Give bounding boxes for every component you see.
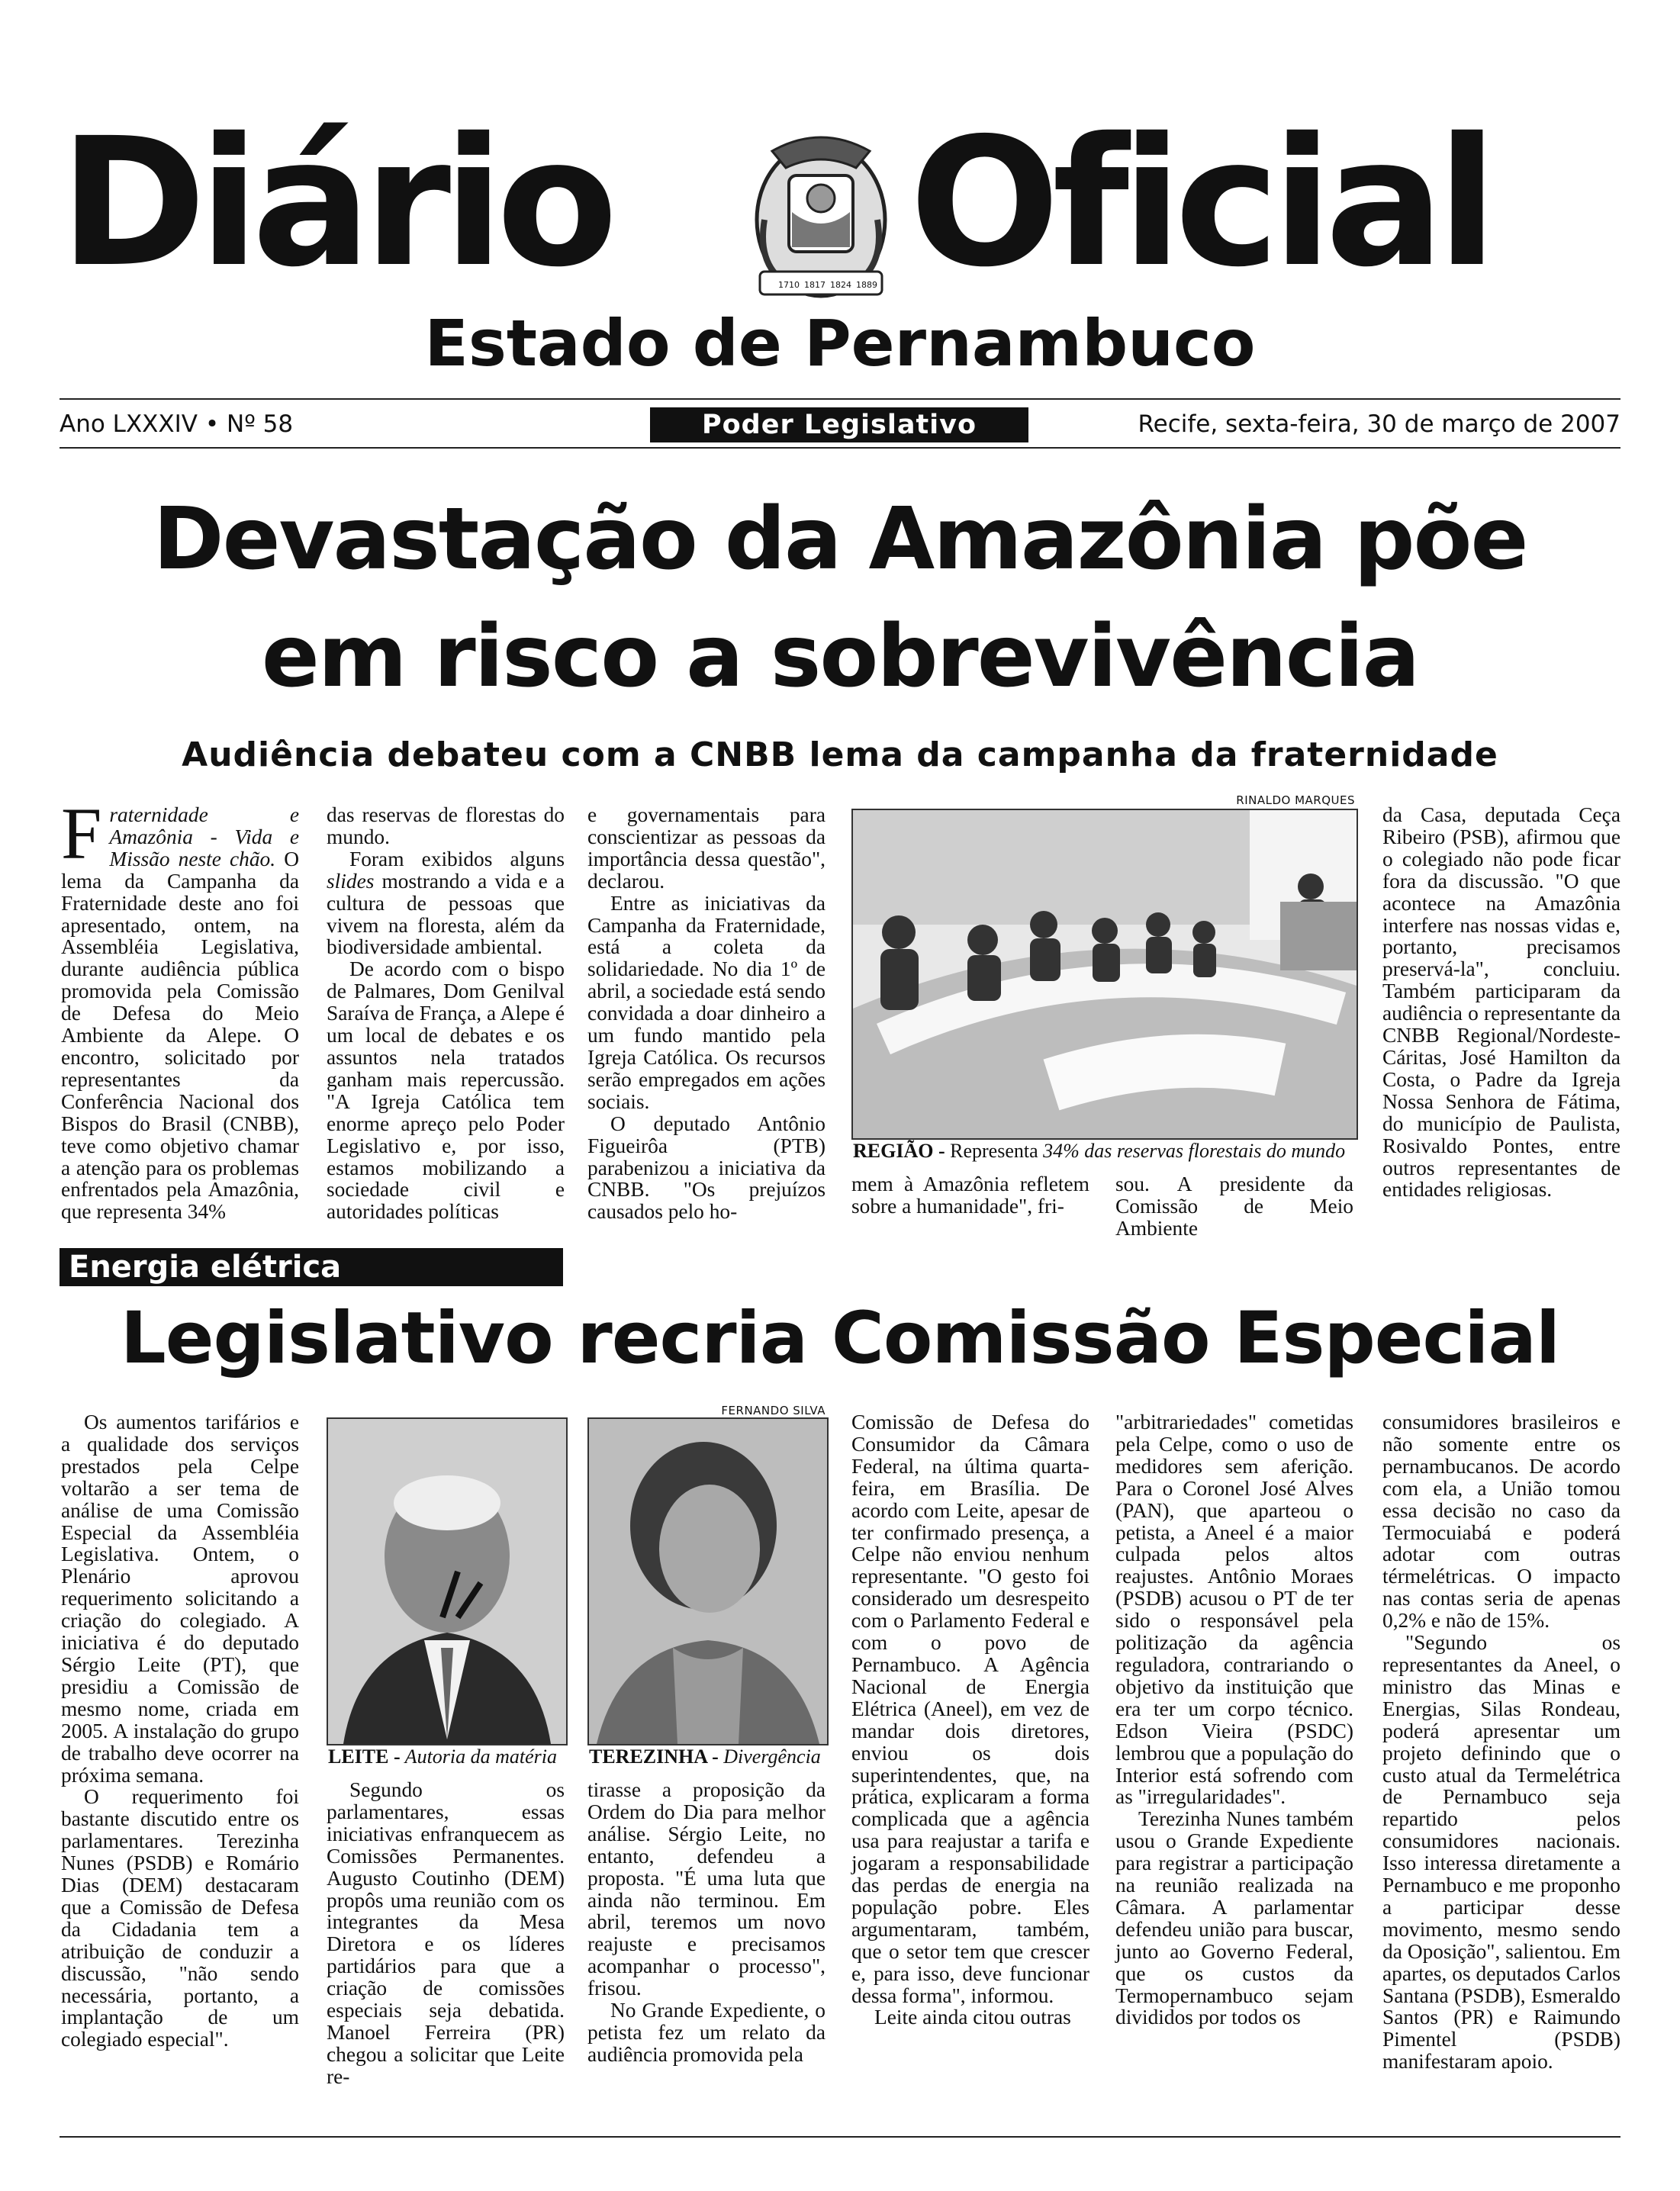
portrait-terezinha-image: [589, 1419, 827, 1744]
photo2-credit: FERNANDO SILVA: [721, 1404, 826, 1417]
story1-headline: [0, 481, 1680, 716]
story2-col1-p2: O requerimento foi bastante discutido entre os parlamentares. Terezinha Nunes (PSDB) e Romário Dias (DEM) destacaram que a Comissão de Defesa da Cidadania tem a atribuição de conduzir a discussão, "não sendo necessária, portanto, a implantação de um colegiado especial".: [61, 1785, 299, 2051]
story2-column-2: [327, 1779, 565, 2088]
story1-col2-p2a: Foram exibidos alguns: [349, 847, 565, 870]
story1-column-3: [587, 804, 826, 1223]
leite-photo: [327, 1417, 568, 1745]
campaign-motto: raternidade e Amazônia - Vida e Missão neste chão.: [109, 803, 299, 870]
masthead-rule-bottom: [60, 447, 1620, 449]
story1-column-2: [327, 804, 565, 1223]
story2-col5-p1: "arbitrariedades" cometidas pela Celpe, como o uso de medidores sem aferição. Para o Coronel José Alves (PAN), que aparteou o petista, a Aneel é a maior culpada pelos altos reajustes. Antônio Moraes (PSDB) acusou o PT de ter sido o responsável pela politização da agência reguladora, contrariando o objetivo da instituição que era ter um corpo técnico. Edson Vieira (PSDC) lembrou que a população do Interior está sofrendo com as "irregularidades".: [1115, 1411, 1353, 1809]
story1-col1-text: O lema da Campanha da Fraternidade deste ano foi apresentado, ontem, na Assembléia Legislativa, durante audiência pública promovida pela Comissão de Defesa do Meio Ambiente da Alepe. O encontro, solicitado por representantes da Conferência Nacional dos Bispos do Brasil (CNBB), teve como objetivo chamar a atenção para os problemas enfrentados pela Amazônia, que representa 34%: [61, 847, 299, 1224]
story1-headline-line1: Devastação da Amazônia põe: [153, 490, 1527, 589]
photo-caption-label: REGIÃO -: [853, 1140, 945, 1162]
story2-column-1: [61, 1411, 299, 2051]
coat-of-arms-seal: [742, 128, 900, 305]
story1-col2-p1: das reservas de florestas do mundo.: [327, 803, 565, 848]
story2-kicker: Energia elétrica: [60, 1248, 563, 1286]
seal-year-2: 1817: [804, 280, 826, 290]
leite-caption-em: Autoria da matéria: [400, 1745, 558, 1768]
story1-column-6: [1382, 804, 1620, 1201]
story2-col3-text: tirasse a proposição da Ordem do Dia para melhor análise. Sérgio Leite, no entanto, defendeu a proposta. "É uma luta que ainda não terminou. Em abril, teremos um novo reajuste e precisamos acompanhar o processo", frisou.: [587, 1778, 826, 2000]
page-bottom-rule: [60, 2136, 1620, 2138]
story2-column-4: [851, 1411, 1089, 2029]
story1-col4-text: mem à Amazônia refletem sobre a humanidade", fri-: [851, 1173, 1089, 1218]
leite-caption: [328, 1745, 557, 1768]
story1-column-4: [851, 1173, 1089, 1218]
story2-col6-p2: "Segundo os representantes da Aneel, o ministro das Minas e Energias, Silas Rondeau, poderá apresentar um projeto definindo que o custo atual da Termelétrica de Pernambuco seja repartido pelos consumidores nacionais. Isso interessa diretamente a Pernambuco e me proponho a participar desse movimento, mesmo sendo da Oposição", salientou. Em apartes, os deputados Carlos Santana (PSDB), Esmeraldo Santos (PR) e Raimundo Pimentel (PSDB) manifestaram apoio.: [1382, 1631, 1620, 2074]
issue-number: Ano LXXXIV • Nº 58: [60, 410, 294, 438]
story2-column-5: [1115, 1411, 1353, 2029]
photo-caption-em: 34% das reservas florestais do mundo: [1043, 1140, 1346, 1162]
portrait-leite-image: [328, 1419, 566, 1744]
terezinha-caption: [589, 1745, 821, 1768]
story1-headline-line2: em risco a sobrevivência: [261, 607, 1419, 706]
terezinha-caption-em: Divergência: [718, 1745, 821, 1768]
story2-col5-p2: Terezinha Nunes também usou o Grande Expediente para registrar a participação na reunião realizada na Câmara. A parlamentar defendeu união para buscar, junto ao Governo Federal, que os custos da Termopernambuco sejam divididos por todos os: [1115, 1807, 1353, 2029]
section-tag: Poder Legislativo: [650, 407, 1028, 442]
assembly-hearing-image: [853, 810, 1357, 1138]
seal-year-4: 1889: [856, 280, 877, 290]
story2-column-6: [1382, 1411, 1620, 2073]
seal-year-1: 1710: [778, 280, 800, 290]
leite-caption-label: LEITE -: [328, 1745, 401, 1768]
photo-caption: [853, 1140, 1345, 1163]
story1-column-5: [1115, 1173, 1353, 1240]
hearing-photo: [851, 809, 1358, 1140]
story1-col6-text: da Casa, deputada Ceça Ribeiro (PSB), afirmou que o colegiado não pode ficar fora da discussão. "O que acontece na Amazônia interfere nas nossas vidas e, portanto, precisamos preservá-la", concluiu. Também participaram da audiência o representante da CNBB Regional/Nordeste-Cáritas, José Hamilton da Costa, o Padre da Igreja Nossa Senhora de Fátima, do município de Paulista, Rosivaldo Pontes, entre outros representantes de entidades religiosas.: [1382, 803, 1620, 1202]
seal-year-3: 1824: [830, 280, 851, 290]
story2-col4-p2: Leite ainda citou outras: [874, 2006, 1071, 2029]
story1-col2-p2-em: slides: [327, 869, 375, 893]
story1-column-1: [61, 793, 299, 1224]
masthead-title-right: Oficial: [909, 100, 1490, 306]
masthead-rule-top: [60, 398, 1620, 400]
story2-col6-p1: consumidores brasileiros e não somente entre os pernambucanos. De acordo com ela, a União tomou essa decisão no caso da Termocuiabá e poderá adotar com outras térmelétricas. O impacto nas contas seria de apenas 0,2% e não de 15%.: [1382, 1411, 1620, 1633]
story1-col5-text: sou. A presidente da Comissão de Meio Ambiente: [1115, 1173, 1353, 1240]
story2-col1-p1: Os aumentos tarifários e a qualidade dos serviços prestados pela Celpe voltarão a ser tema de análise de uma Comissão Especial da Assembléia Legislativa. Ontem, o Plenário aprovou requerimento solicitando a criação do colegiado. A iniciativa é do deputado Sérgio Leite (PT), que presidiu a Comissão de mesmo nome, criada em 2005. A instalação do grupo de trabalho deve ocorrer na próxima semana.: [61, 1411, 299, 1787]
photo-caption-text: Representa: [945, 1140, 1044, 1162]
story1-subhead: Audiência debateu com a CNBB lema da campanha da fraternidade: [182, 735, 1498, 774]
story1-col3-p2: Entre as iniciativas da Campanha da Fraternidade, está a coleta da solidariedade. No dia 1º de abril, a sociedade está sendo convidada a doar dinheiro a um fundo mantido pela Igreja Católica. Os recursos serão empregados em ações sociais.: [587, 891, 826, 1113]
story1-col2-p2b: mostrando a vida e a cultura de pessoas que vivem na floresta, além da biodiversidade ambiental.: [327, 869, 565, 959]
story2-column-3: [587, 1779, 826, 2066]
story2-col4-p1: Comissão de Defesa do Consumidor da Câmara Federal, na última quarta-feira, em Brasília. De acordo com Leite, apesar de ter confirmado presença, a Celpe não enviou nenhum representante. "O gesto foi considerado um desrespeito com o Parlamento Federal e com o povo de Pernambuco. A Agência Nacional de Energia Elétrica (Aneel), em vez de mandar dois diretores, enviou os dois superintendentes, que, na prática, explicaram a forma complicada que a agência usa para reajustar a tarifa e jogaram a responsabilidade das perdas de energia na população pobre. Eles argumentaram, também, que o setor tem que crescer e, para isso, deve funcionar dessa forma", informou.: [851, 1411, 1089, 2007]
terezinha-caption-label: TEREZINHA -: [589, 1745, 719, 1768]
dateline: Recife, sexta-feira, 30 de março de 2007: [1138, 410, 1620, 438]
story2-headline: Legislativo recria Comissão Especial: [120, 1297, 1560, 1380]
photo-credit: RINALDO MARQUES: [1236, 793, 1355, 807]
story1-col3-p1: e governamentais para conscientizar as pessoas da importância dessa questão", declarou.: [587, 803, 826, 893]
story1-col2-p3: De acordo com o bispo de Palmares, Dom Genilval Saraíva de França, a Alepe é um local de debates e os assuntos nela tratados ganham mais repercussão. "A Igreja Católica tem enorme apreço pelo Poder Legislativo e, por isso, estamos mobilizando a sociedade civil e autoridades políticas: [327, 957, 565, 1224]
masthead-title-left: Diário: [60, 100, 610, 306]
masthead-subtitle: Estado de Pernambuco: [424, 306, 1256, 381]
dropcap: F: [61, 793, 102, 874]
terezinha-photo: [587, 1417, 829, 1745]
story2-col3-p2: No Grande Expediente, o petista fez um relato da audiência promovida pela: [587, 1999, 826, 2066]
story1-col3-p3: O deputado Antônio Figueirôa (PTB) parabenizou a iniciativa da CNBB. "Os prejuízos causados pelo ho-: [587, 1112, 826, 1224]
story2-col2-text: Segundo os parlamentares, essas iniciativas enfranquecem as Comissões Permanentes. Augusto Coutinho (DEM) propôs uma reunião com os integrantes da Mesa Diretora e os líderes partidários para que a criação de comissões especiais seja debatida. Manoel Ferreira (PR) chegou a solicitar que Leite re-: [327, 1778, 565, 2088]
